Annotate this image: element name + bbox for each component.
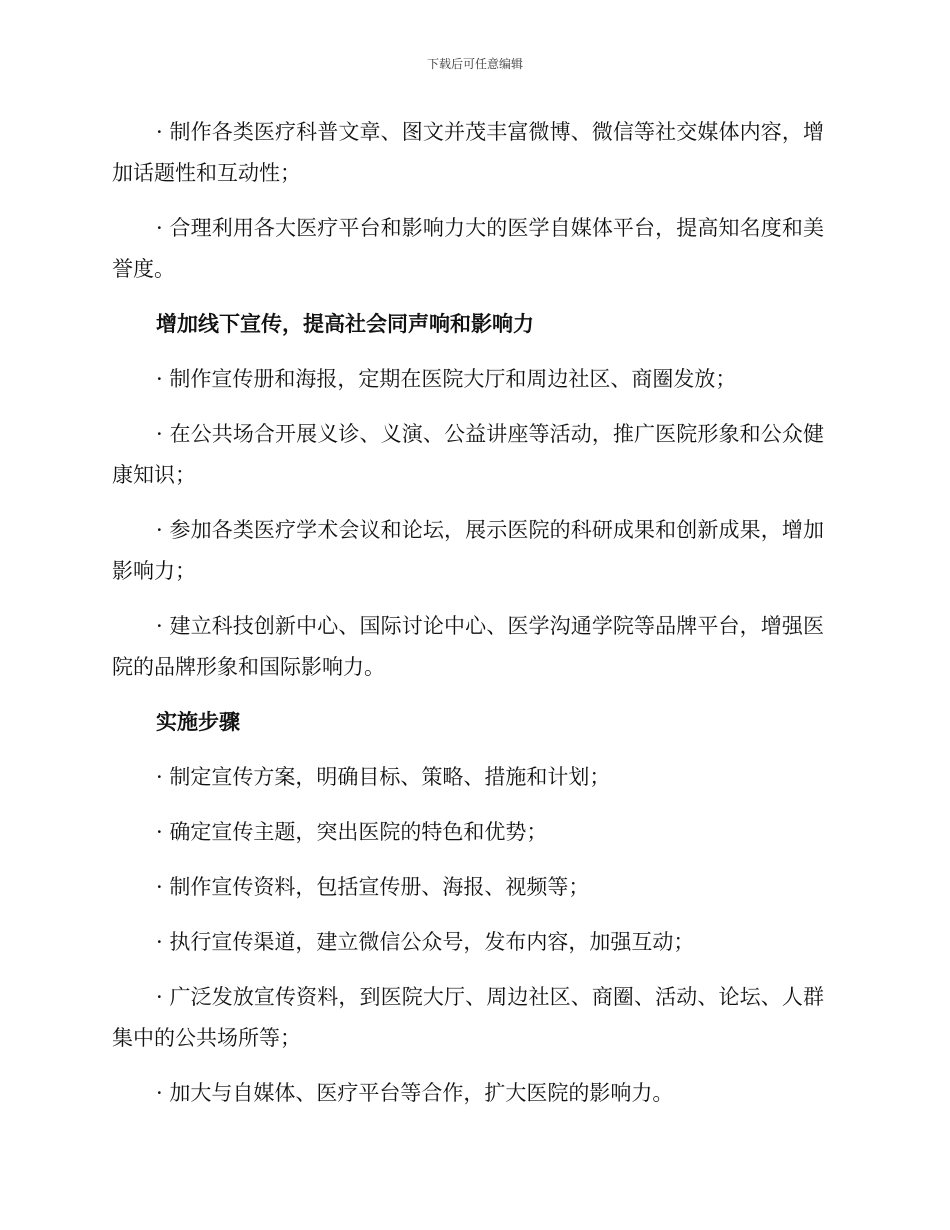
document-body [112, 112, 824, 1128]
bullet-paragraph: · 执行宣传渠道，建立微信公众号，发布内容，加强互动； [156, 930, 695, 954]
bullet-paragraph: · 建立科技创新中心、国际讨论中心、医学沟通学院等品牌平台，增强医院的品牌形象和国际影响力。 [112, 614, 824, 679]
bullet-paragraph: · 加大与自媒体、医疗平台等合作，扩大医院的影响力。 [156, 1081, 674, 1105]
section-heading: 增加线下宣传，提高社会同声响和影响力 [156, 312, 534, 336]
bullet-paragraph: · 广泛发放宣传资料，到医院大厅、周边社区、商圈、活动、论坛、人群集中的公共场所等； [112, 985, 824, 1050]
bullet-paragraph: · 参加各类医疗学术会议和论坛，展示医院的科研成果和创新成果，增加影响力； [112, 518, 824, 583]
bullet-paragraph: · 在公共场合开展义诊、义演、公益讲座等活动，推广医院形象和公众健康知识； [112, 422, 824, 487]
bullet-paragraph: · 制作宣传资料，包括宣传册、海报、视频等； [156, 875, 590, 899]
bullet-paragraph: · 制作宣传册和海报，定期在医院大厅和周边社区、商圈发放； [156, 367, 737, 391]
bullet-paragraph: · 确定宣传主题，突出医院的特色和优势； [156, 820, 548, 844]
bullet-paragraph: · 合理利用各大医疗平台和影响力大的医学自媒体平台，提高知名度和美誉度。 [112, 216, 824, 281]
bullet-paragraph: · 制作各类医疗科普文章、图文并茂丰富微博、微信等社交媒体内容，增加话题性和互动性； [112, 120, 824, 185]
section-heading: 实施步骤 [156, 710, 240, 734]
bullet-paragraph: · 制定宣传方案，明确目标、策略、措施和计划； [156, 765, 611, 789]
page-header: 下载后可任意编辑 [426, 57, 523, 71]
